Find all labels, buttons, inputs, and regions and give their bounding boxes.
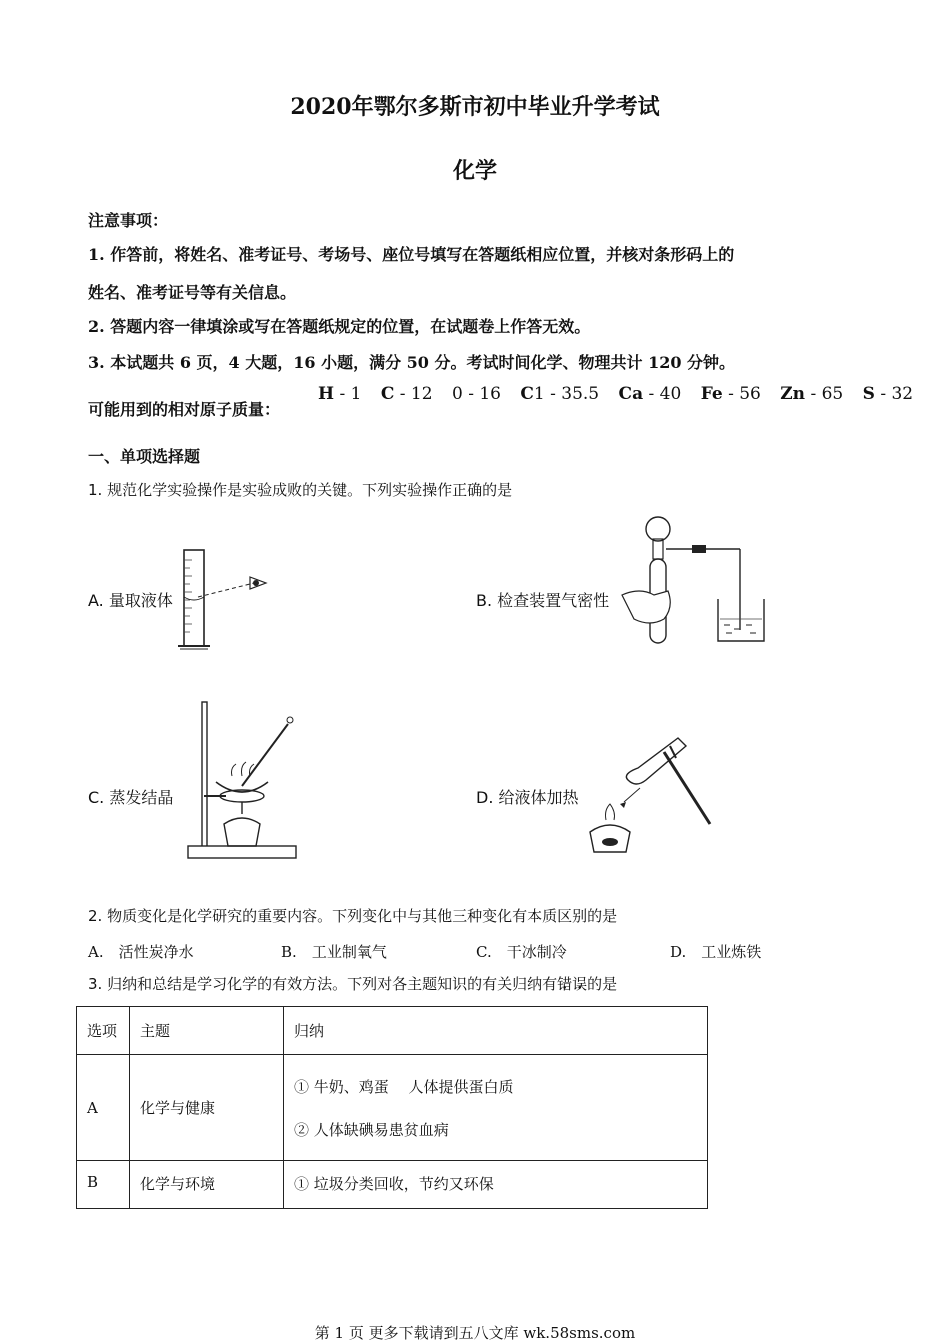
table-cell-option: B — [77, 1161, 130, 1209]
table-row — [77, 1055, 708, 1161]
atomic-mass-item: C1 - 35.5 — [520, 384, 600, 404]
table-header-cell: 归纳 — [284, 1007, 708, 1055]
atomic-mass-item: C - 12 — [380, 384, 433, 404]
atomic-mass-item: S - 32 — [862, 384, 914, 404]
q1-option-d[interactable]: D. 给液体加热 — [476, 788, 579, 807]
notice-item-2: 2. 答题内容一律填涂或写在答题纸规定的位置，在试题卷上作答无效。 — [88, 317, 591, 336]
table-header-cell: 选项 — [77, 1007, 130, 1055]
atomic-mass-item: Zn - 65 — [780, 384, 844, 404]
atomic-mass-list — [318, 384, 927, 404]
table-cell-summary: ① 垃圾分类回收，节约又环保 — [284, 1161, 708, 1209]
q2-option-d[interactable]: D. 工业炼铁 — [670, 943, 762, 961]
graduated-cylinder-figure — [176, 545, 276, 655]
section-1-heading: 一、单项选择题 — [88, 447, 201, 466]
atomic-mass-label: 可能用到的相对原子质量： — [88, 400, 281, 419]
atomic-mass-item: 0 - 16 — [451, 384, 501, 404]
q1-option-a[interactable]: A. 量取液体 — [88, 591, 173, 610]
q3-table — [76, 1006, 708, 1209]
q1-option-b[interactable]: B. 检查装置气密性 — [476, 591, 610, 610]
question-2-stem: 2. 物质变化是化学研究的重要内容。下列变化中与其他三种变化有本质区别的是 — [88, 907, 618, 925]
table-cell-summary: ① 牛奶、鸡蛋 人体提供蛋白质 ② 人体缺碘易患贫血病 — [284, 1055, 708, 1161]
notice-item-1-line-2: 姓名、准考证号等有关信息。 — [88, 283, 297, 302]
table-cell-topic: 化学与环境 — [130, 1161, 284, 1209]
emphasis-text: 错 — [557, 975, 573, 993]
atomic-mass-item: H - 1 — [318, 384, 362, 404]
notice-item-1-line-1: 1. 作答前，将姓名、准考证号、考场号、座位号填写在答题纸相应位置，并核对条形码上的 — [88, 245, 735, 264]
page-footer: 第 1 页 更多下载请到五八文库 wk.58sms.com — [314, 1324, 636, 1342]
question-1-stem: 1. 规范化学实验操作是实验成败的关键。下列实验操作正确的是 — [88, 481, 513, 499]
notice-item-3: 3. 本试题共 6 页，4 大题，16 小题，满分 50 分。考试时间化学、物理共计 120 分钟。 — [88, 353, 736, 372]
liquid-heating-figure — [580, 732, 714, 858]
table-header-row — [77, 1007, 708, 1055]
airtightness-check-figure — [620, 515, 772, 647]
question-3-stem: 3. 归纳和总结是学习化学的有效方法。下列对各主题知识的有关归纳有错误的是 — [88, 975, 618, 993]
table-header-cell: 主题 — [130, 1007, 284, 1055]
atomic-mass-item: Fe - 56 — [700, 384, 761, 404]
evaporation-figure — [186, 700, 296, 862]
table-cell-option: A — [77, 1055, 130, 1161]
q2-option-c[interactable]: C. 干冰制冷 — [476, 943, 567, 961]
q1-option-c[interactable]: C. 蒸发结晶 — [88, 788, 174, 807]
q2-option-b[interactable]: B. 工业制氧气 — [281, 943, 387, 961]
q2-option-a[interactable]: A. 活性炭净水 — [88, 943, 194, 961]
atomic-mass-item: Ca - 40 — [618, 384, 682, 404]
subject-title: 化学 — [452, 158, 497, 184]
notice-heading: 注意事项： — [88, 211, 169, 230]
exam-title: 2020年鄂尔多斯市初中毕业升学考试 — [290, 94, 660, 120]
table-cell-topic: 化学与健康 — [130, 1055, 284, 1161]
emphasis-text: 误 — [572, 975, 588, 993]
table-row — [77, 1161, 708, 1209]
